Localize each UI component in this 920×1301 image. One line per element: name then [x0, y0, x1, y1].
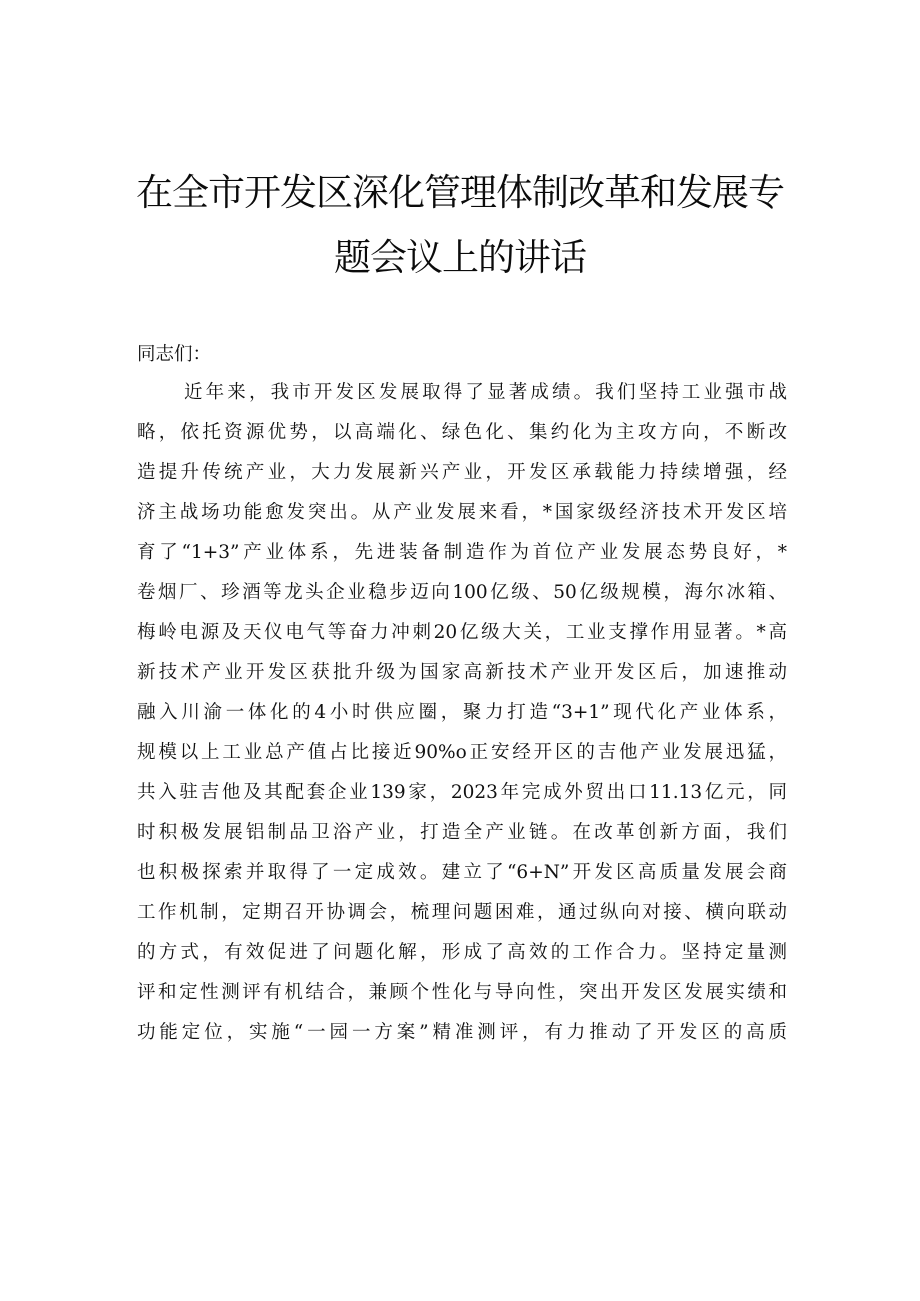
body-line: 济主战场功能愈发突出。从产业发展来看，*国家级经济技术开发区培 — [137, 502, 787, 523]
body-line: 时积极发展铝制品卫浴产业，打造全产业链。在改革创新方面，我们 — [137, 822, 787, 843]
body-line: 造提升传统产业，大力发展新兴产业，开发区承载能力持续增强，经 — [137, 462, 787, 483]
body-line: 梅岭电源及天仪电气等奋力冲刺20亿级大关，工业支撑作用显著。*高 — [137, 622, 787, 643]
body-line: 略，依托资源优势，以高端化、绿色化、集约化为主攻方向，不断改 — [137, 422, 787, 443]
body-line: 规模以上工业总产值占比接近90%o正安经开区的吉他产业发展迅猛， — [137, 742, 787, 763]
document-title-line-2: 题会议上的讲话 — [334, 236, 586, 279]
body-line: 也积极探索并取得了一定成效。建立了“6+N”开发区高质量发展会商 — [137, 862, 787, 883]
body-line: 卷烟厂、珍酒等龙头企业稳步迈向100亿级、50亿级规模，海尔冰箱、 — [137, 582, 787, 603]
body-line: 育了“1+3”产业体系，先进装备制造作为首位产业发展态势良好，* — [137, 542, 787, 563]
document-title-line-1: 在全市开发区深化管理体制改革和发展专 — [136, 171, 784, 214]
body-line: 近年来，我市开发区发展取得了显著成绩。我们坚持工业强市战 — [184, 382, 787, 403]
body-line: 评和定性测评有机结合，兼顾个性化与导向性，突出开发区发展实绩和 — [137, 982, 787, 1003]
body-line: 工作机制，定期召开协调会，梳理问题困难，通过纵向对接、横向联动 — [137, 902, 787, 923]
salutation: 同志们： — [137, 344, 212, 365]
body-line: 融入川渝一体化的4小时供应圈，聚力打造“3+1”现代化产业体系， — [137, 702, 787, 723]
body-line: 功能定位，实施“一园一方案”精准测评，有力推动了开发区的高质 — [137, 1022, 787, 1043]
body-line: 新技术产业开发区获批升级为国家高新技术产业开发区后，加速推动 — [137, 662, 787, 683]
body-line: 共入驻吉他及其配套企业139家，2023年完成外贸出口11.13亿元，同 — [137, 782, 787, 803]
body-line: 的方式，有效促进了问题化解，形成了高效的工作合力。坚持定量测 — [137, 942, 787, 963]
